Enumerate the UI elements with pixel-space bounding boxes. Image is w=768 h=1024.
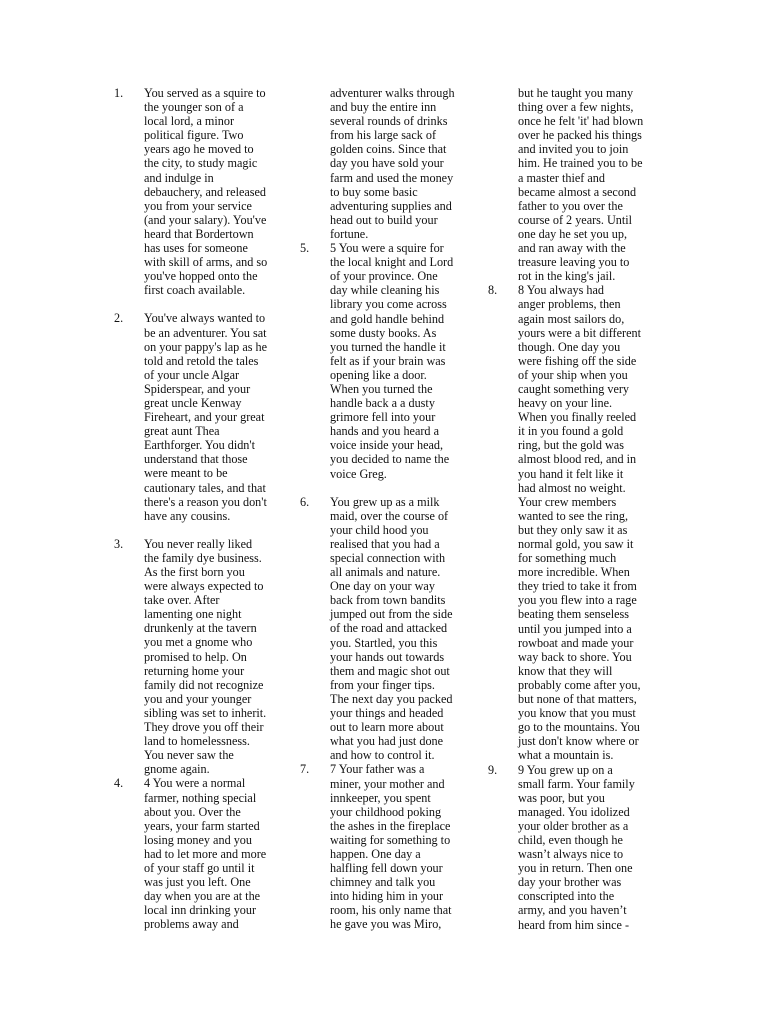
text-line: the family dye business. bbox=[144, 550, 262, 565]
text-line: treasure leaving you to bbox=[518, 255, 630, 270]
text-line: day you have sold your bbox=[330, 156, 444, 171]
text-line: adventurer walks through bbox=[330, 86, 455, 100]
text-line: your child hood you bbox=[330, 522, 429, 537]
text-line: your childhood poking bbox=[330, 804, 442, 819]
text-line: day when you are at the bbox=[144, 889, 261, 904]
text-line: be an adventurer. You sat bbox=[144, 325, 267, 340]
text-line: fortune. bbox=[330, 226, 369, 241]
text-line: realised that you had a bbox=[330, 536, 440, 551]
text-line: almost blood red, and in bbox=[518, 452, 637, 467]
text-line: land to homelessness. bbox=[144, 734, 250, 749]
text-line: but they only saw it as bbox=[518, 522, 628, 537]
text-line: problems away and bbox=[144, 917, 239, 932]
text-line: You never saw the bbox=[144, 748, 234, 763]
text-line: some dusty books. As bbox=[330, 325, 437, 340]
text-line: of your province. One bbox=[330, 269, 438, 284]
text-line: conscripted into the bbox=[518, 889, 615, 904]
list-item bbox=[300, 495, 478, 763]
text-line: the younger son of a bbox=[144, 100, 244, 115]
text-line: returning home your bbox=[144, 663, 245, 678]
text-line: happen. One day a bbox=[330, 846, 421, 861]
text-line: grimore fell into your bbox=[330, 410, 436, 425]
text-line: was poor, but you bbox=[518, 790, 605, 805]
text-line: sibling was set to inherit. bbox=[144, 705, 267, 720]
text-line: When you turned the bbox=[330, 381, 433, 396]
text-line: years ago he moved to bbox=[144, 142, 254, 157]
text-line: probably come after you, bbox=[518, 677, 641, 692]
text-line: several rounds of drinks bbox=[330, 114, 448, 129]
list-number: 2. bbox=[114, 311, 124, 326]
text-line: political figure. Two bbox=[144, 128, 244, 143]
text-line: caught something very bbox=[518, 381, 630, 396]
text-line: the ashes in the fireplace bbox=[330, 818, 451, 833]
text-line: it in you found a gold bbox=[518, 424, 624, 439]
text-line: years, your farm started bbox=[144, 818, 260, 833]
text-line: you decided to name the bbox=[330, 452, 450, 467]
text-line: but none of that matters, bbox=[518, 692, 637, 707]
text-line: just don't know where or bbox=[518, 734, 639, 749]
text-line: you met a gnome who bbox=[144, 635, 253, 650]
text-line: 8 You always had bbox=[518, 283, 604, 298]
text-line: understand that those bbox=[144, 452, 248, 467]
text-line: handle back a a dusty bbox=[330, 396, 435, 411]
list-item bbox=[488, 283, 658, 762]
text-line: to buy some basic bbox=[330, 184, 418, 199]
list-item-text bbox=[144, 311, 294, 522]
text-line: chimney and talk you bbox=[330, 875, 436, 890]
text-line: became almost a second bbox=[518, 184, 637, 199]
list-item-text bbox=[518, 283, 658, 762]
text-line: voice Greg. bbox=[330, 466, 387, 481]
text-line: you from your service bbox=[144, 198, 252, 213]
text-line: voice inside your head, bbox=[330, 438, 444, 453]
list-item-text bbox=[330, 762, 478, 931]
list-number: 8. bbox=[488, 283, 498, 298]
text-line: of your ship when you bbox=[518, 367, 628, 382]
text-line: hands and you heard a bbox=[330, 424, 439, 439]
text-line: from his large sack of bbox=[330, 128, 437, 143]
text-line: told and retold the tales bbox=[144, 353, 259, 368]
list-item-continued bbox=[488, 86, 658, 283]
text-line: has uses for someone bbox=[144, 241, 248, 256]
text-line: thing over a few nights, bbox=[518, 100, 634, 115]
text-line: child, even though he bbox=[518, 832, 623, 847]
text-line: and buy the entire inn bbox=[330, 100, 437, 115]
list-item-text bbox=[144, 537, 294, 777]
text-line: felt as if your brain was bbox=[330, 353, 446, 368]
text-line: 4 You were a normal bbox=[144, 776, 246, 791]
text-line: were meant to be bbox=[144, 466, 228, 481]
text-line: rowboat and made your bbox=[518, 635, 634, 650]
text-line: day your brother was bbox=[518, 875, 622, 890]
text-line: 7 Your father was a bbox=[330, 762, 425, 777]
text-line: waiting for something to bbox=[330, 832, 451, 847]
text-line: until you jumped into a bbox=[518, 621, 632, 636]
text-line: the local knight and Lord bbox=[330, 255, 454, 270]
list-item-text bbox=[330, 495, 478, 763]
text-line: they tried to take it from bbox=[518, 579, 637, 594]
text-line: take over. After bbox=[144, 593, 220, 608]
text-line: You grew up as a milk bbox=[330, 494, 440, 509]
text-line: adventuring supplies and bbox=[330, 198, 452, 213]
list-number: 6. bbox=[300, 494, 310, 509]
text-line: local inn drinking your bbox=[144, 903, 257, 918]
text-line: into hiding him in your bbox=[330, 889, 444, 904]
text-line: ring, but the gold was bbox=[518, 438, 624, 453]
text-line: heard that Bordertown bbox=[144, 226, 254, 241]
list-number: 5. bbox=[300, 241, 310, 256]
text-line: you hand it felt like it bbox=[518, 466, 624, 481]
text-line: on your pappy's lap as he bbox=[144, 339, 268, 354]
text-line: you know that you must bbox=[518, 706, 636, 721]
list-number: 1. bbox=[114, 86, 124, 100]
text-line: local lord, a minor bbox=[144, 114, 235, 129]
text-line: Fireheart, and your great bbox=[144, 410, 265, 425]
text-line: When you finally reeled bbox=[518, 410, 637, 425]
list-item-continued bbox=[300, 86, 478, 241]
text-line: special connection with bbox=[330, 551, 446, 565]
text-line: head out to build your bbox=[330, 212, 438, 227]
column-3 bbox=[488, 86, 658, 932]
text-line: library you come across bbox=[330, 297, 447, 312]
text-line: were fishing off the side bbox=[518, 353, 637, 368]
text-line: once he felt 'it' had blown bbox=[518, 114, 644, 129]
text-line: one day he set you up, bbox=[518, 226, 627, 241]
text-line: though. One day you bbox=[518, 339, 621, 354]
list-item bbox=[300, 762, 478, 931]
text-line: heavy on your line. bbox=[518, 396, 613, 411]
text-line: your older brother as a bbox=[518, 818, 629, 833]
list-item bbox=[114, 776, 294, 931]
text-line: there's a reason you don't bbox=[144, 494, 267, 509]
text-line: but he taught you many bbox=[518, 86, 634, 100]
text-line: of your uncle Algar bbox=[144, 367, 240, 382]
text-line: all animals and nature. bbox=[330, 565, 441, 580]
text-line: you in return. Then one bbox=[518, 861, 633, 876]
text-line: course of 2 years. Until bbox=[518, 212, 633, 227]
text-line: You never really liked bbox=[144, 536, 253, 551]
text-line: of the road and attacked bbox=[330, 621, 448, 636]
text-line: maid, over the course of bbox=[330, 508, 449, 523]
text-line: he gave you was Miro, bbox=[330, 917, 442, 932]
list-number: 9. bbox=[488, 762, 498, 777]
list-item bbox=[300, 241, 478, 481]
text-line: you. Startled, you this bbox=[330, 635, 438, 650]
text-line: 5 You were a squire for bbox=[330, 241, 444, 256]
text-line: from your finger tips. bbox=[330, 677, 435, 692]
text-line: and indulge in bbox=[144, 170, 214, 185]
text-line: your hands out towards bbox=[330, 649, 445, 664]
text-line: was just you left. One bbox=[144, 875, 251, 890]
text-line: day while cleaning his bbox=[330, 283, 440, 298]
text-line: farmer, nothing special bbox=[144, 790, 257, 805]
text-line: more incredible. When bbox=[518, 565, 630, 580]
text-line: and ran away with the bbox=[518, 241, 626, 256]
text-line: know that they will bbox=[518, 663, 613, 678]
list-number: 7. bbox=[300, 762, 310, 777]
text-line: cautionary tales, and that bbox=[144, 480, 266, 495]
text-line: They drove you off their bbox=[144, 720, 264, 735]
text-line: great uncle Kenway bbox=[144, 395, 242, 410]
text-line: of your staff go until it bbox=[144, 860, 255, 875]
column-2 bbox=[300, 86, 478, 932]
list-item bbox=[114, 537, 294, 777]
text-line: first coach available. bbox=[144, 283, 246, 298]
text-line: small farm. Your family bbox=[518, 776, 635, 791]
text-line: and how to control it. bbox=[330, 748, 435, 763]
list-item-text bbox=[144, 776, 294, 931]
text-line: a master thief and bbox=[518, 170, 605, 185]
text-line: you've hopped onto the bbox=[144, 269, 258, 284]
list-number: 4. bbox=[114, 776, 124, 791]
list-item bbox=[114, 86, 294, 297]
text-line: drunkenly at the tavern bbox=[144, 621, 257, 636]
text-line: (and your salary). You've bbox=[144, 212, 267, 227]
text-line: go to the mountains. You bbox=[518, 720, 640, 735]
text-line: father to you over the bbox=[518, 198, 623, 213]
text-line: golden coins. Since that bbox=[330, 142, 447, 157]
text-line: farm and used the money bbox=[330, 170, 454, 185]
text-line: and gold handle behind bbox=[330, 311, 445, 326]
text-line: about you. Over the bbox=[144, 804, 241, 819]
text-line: beating them senseless bbox=[518, 607, 630, 622]
text-line: 9 You grew up on a bbox=[518, 762, 613, 777]
text-line: Spiderspear, and your bbox=[144, 381, 251, 396]
list-item bbox=[488, 763, 658, 932]
text-line: innkeeper, you spent bbox=[330, 790, 431, 805]
text-line: great aunt Thea bbox=[144, 424, 220, 439]
text-line: Earthforger. You didn't bbox=[144, 438, 255, 453]
text-line: over he packed his things bbox=[518, 128, 642, 143]
text-line: anger problems, then bbox=[518, 297, 621, 312]
text-line: for something much bbox=[518, 551, 617, 566]
text-line: yours were a bit different bbox=[518, 325, 641, 340]
text-line: the city, to study magic bbox=[144, 156, 258, 171]
text-line: family did not recognize bbox=[144, 677, 264, 692]
text-line: way back to shore. You bbox=[518, 649, 632, 664]
text-line: had almost no weight. bbox=[518, 480, 626, 495]
text-line: promised to help. On bbox=[144, 649, 247, 664]
list-item-text bbox=[518, 763, 658, 932]
text-line: you you flew into a rage bbox=[518, 593, 637, 608]
list-number: 3. bbox=[114, 536, 124, 551]
text-line: what you had just done bbox=[330, 734, 444, 749]
text-line: again most sailors do, bbox=[518, 311, 625, 326]
text-line: One day on your way bbox=[330, 579, 435, 594]
text-line: you and your younger bbox=[144, 691, 252, 706]
text-line: have any cousins. bbox=[144, 508, 231, 523]
text-line: out to learn more about bbox=[330, 720, 444, 735]
text-line: and invited you to join bbox=[518, 142, 629, 157]
text-line: were always expected to bbox=[144, 579, 264, 594]
text-line: you turned the handle it bbox=[330, 339, 446, 354]
text-line: gnome again. bbox=[144, 762, 210, 777]
text-line: You've always wanted to bbox=[144, 311, 266, 326]
text-line: opening like a door. bbox=[330, 367, 427, 382]
text-line: with skill of arms, and so bbox=[144, 255, 268, 270]
text-line: normal gold, you saw it bbox=[518, 537, 634, 551]
text-line: room, his only name that bbox=[330, 903, 452, 918]
list-item-text bbox=[330, 241, 478, 481]
text-line: had to let more and more bbox=[144, 846, 267, 861]
text-line: Your crew members bbox=[518, 494, 617, 509]
text-line: your things and headed bbox=[330, 706, 444, 721]
text-line: The next day you packed bbox=[330, 691, 453, 706]
column-1 bbox=[114, 86, 294, 931]
text-line: You served as a squire to bbox=[144, 86, 266, 100]
text-line: lamenting one night bbox=[144, 607, 242, 622]
text-line: miner, your mother and bbox=[330, 776, 445, 791]
list-item bbox=[114, 311, 294, 522]
text-line: him. He trained you to be bbox=[518, 156, 643, 171]
text-line: wasn’t always nice to bbox=[518, 847, 624, 862]
text-line: debauchery, and released bbox=[144, 184, 267, 199]
text-line: halfling fell down your bbox=[330, 861, 443, 876]
text-line: what a mountain is. bbox=[518, 748, 614, 763]
text-line: heard from him since - bbox=[518, 917, 630, 932]
text-line: rot in the king's jail. bbox=[518, 269, 616, 284]
text-line: managed. You idolized bbox=[518, 804, 630, 819]
text-line: back from town bandits bbox=[330, 593, 446, 608]
text-line: wanted to see the ring, bbox=[518, 508, 628, 523]
text-line: jumped out from the side bbox=[330, 607, 453, 622]
text-line: As the first born you bbox=[144, 565, 245, 579]
list-item-text bbox=[144, 86, 294, 297]
text-line: army, and you haven’t bbox=[518, 903, 627, 918]
text-line: losing money and you bbox=[144, 832, 252, 847]
text-line: them and magic shot out bbox=[330, 663, 450, 678]
